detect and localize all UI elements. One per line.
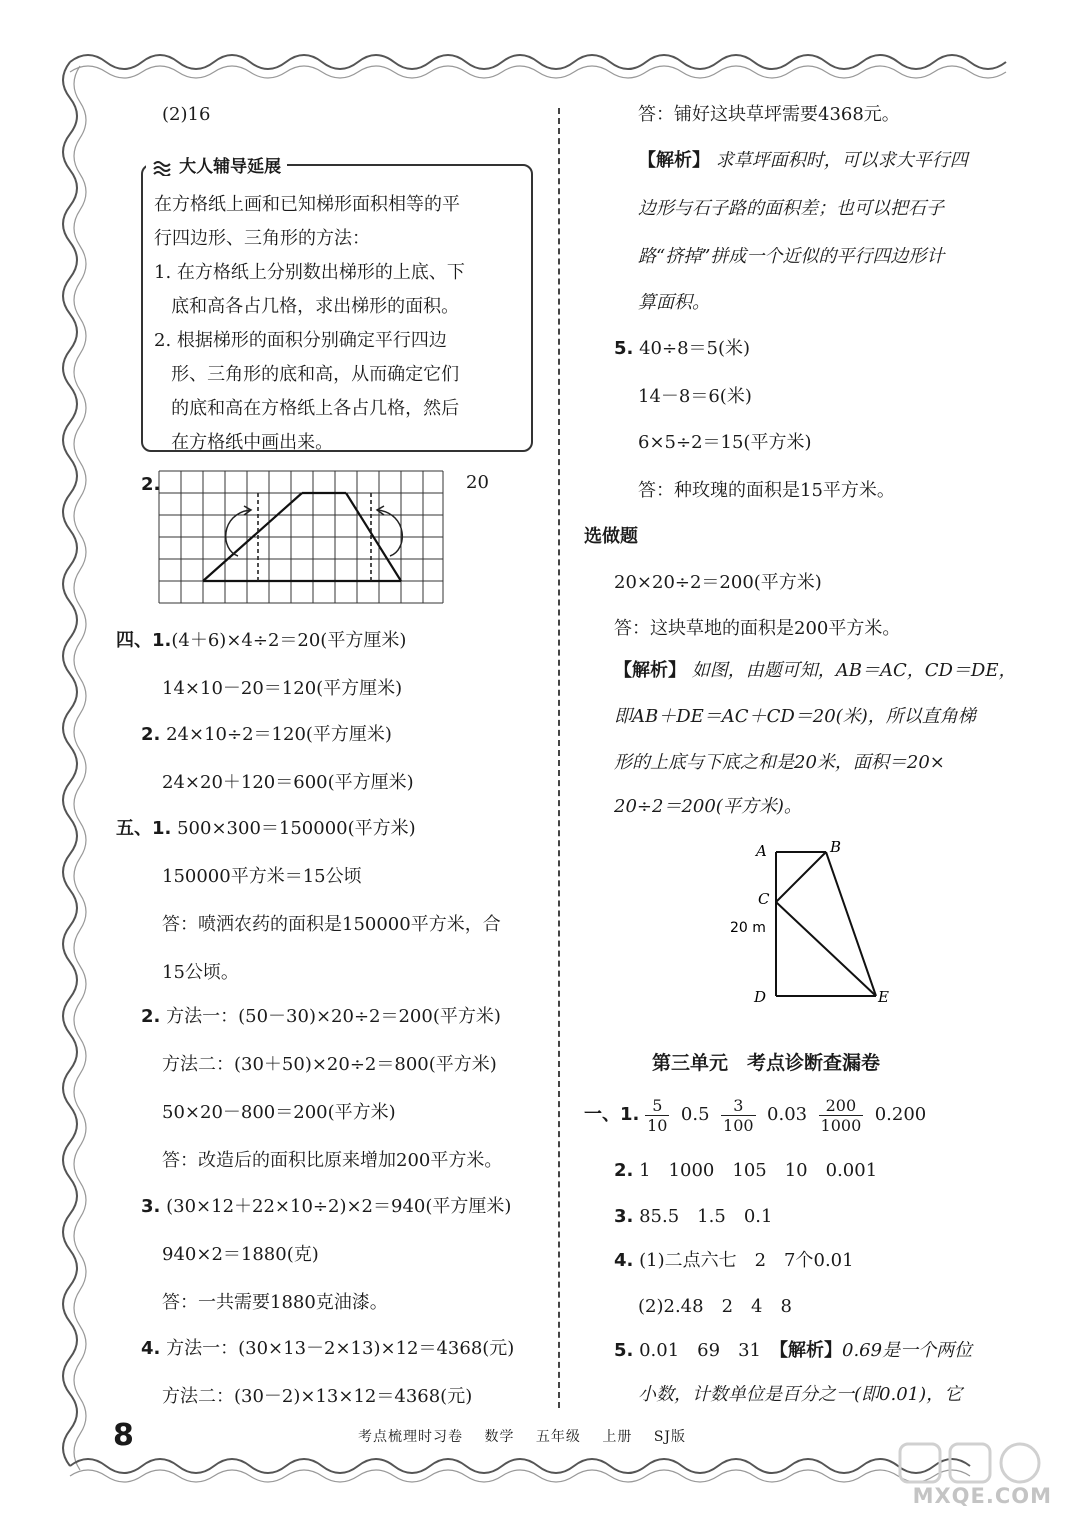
edition: SJ版: [653, 1429, 687, 1445]
label: 2.: [614, 1160, 634, 1181]
numerator: 200: [819, 1096, 864, 1116]
equation: 方法一：(30×13－2×13)×12＝4368(元): [166, 1338, 515, 1359]
optional-heading: 选做题: [584, 526, 638, 547]
unit3-q4: [614, 1250, 854, 1272]
equation: 500×300＝150000(平方米): [177, 818, 416, 839]
label: 3.: [614, 1206, 634, 1227]
analysis-text: 20÷2＝200(平方米)。: [614, 796, 802, 817]
label: 5.: [614, 338, 634, 359]
equation: 方法一：(50－30)×20÷2＝200(平方米): [166, 1006, 501, 1027]
denominator: 100: [723, 1115, 754, 1135]
analysis: [638, 150, 968, 172]
answers: (1)二点六七 2 7个0.01: [639, 1250, 854, 1271]
answers: 85.5 1.5 0.1: [639, 1206, 773, 1227]
section-4-q1: [116, 630, 406, 652]
section-5-q1: [116, 818, 416, 840]
equation: 24×10÷2＝120(平方厘米): [166, 724, 392, 745]
footer-info: [358, 1426, 702, 1446]
section-5-q4: [141, 1338, 514, 1360]
equation: (30×12＋22×10÷2)×2＝940(平方厘米): [166, 1196, 512, 1217]
point-B-label: B: [830, 838, 842, 856]
box-line: 形、三角形的底和高，从而确定它们: [154, 364, 460, 385]
section-5-q3: [141, 1196, 511, 1218]
value: 0.200: [874, 1104, 927, 1125]
book-title: 考点梳理时习卷: [358, 1429, 463, 1445]
analysis-tag: 【解析】: [779, 1340, 842, 1361]
point-A-label: A: [756, 842, 767, 860]
trapezoid-figure: [724, 836, 894, 1010]
answer-text: 答：喷洒农药的面积是150000平方米，合: [162, 914, 501, 935]
analysis-text: 形的上底与下底之和是20米，面积＝20×: [614, 752, 945, 773]
answer-text: 15公顷。: [162, 962, 239, 983]
point-D-label: D: [754, 988, 767, 1006]
unit3-q5: [614, 1340, 972, 1362]
box-title: 大人辅导延展: [179, 157, 282, 177]
grid-figure: [158, 470, 444, 604]
label: 5.: [614, 1340, 634, 1361]
label: 3.: [141, 1196, 161, 1217]
box-line: 的底和高在方格纸上各占几格，然后: [154, 398, 460, 419]
equation: (4＋6)×4÷2＝20(平方厘米): [171, 630, 407, 651]
box-line: 底和高各占几格，求出梯形的面积。: [154, 296, 460, 317]
equation: 方法二：(30－2)×13×12＝4368(元): [162, 1386, 473, 1407]
analysis-text: 如图，由题可知，AB＝AC，CD＝DE，: [691, 660, 1017, 681]
answer-text: 答：铺好这块草坪需要4368元。: [638, 104, 900, 125]
volume: 上册: [602, 1429, 633, 1445]
equation: 940×2＝1880(克): [162, 1244, 319, 1265]
column-divider: [558, 108, 560, 1408]
equation: 24×20＋120＝600(平方厘米): [162, 772, 414, 793]
equation: 6×5÷2＝15(平方米): [638, 432, 812, 453]
answer-text: 答：一共需要1880克油漆。: [162, 1292, 388, 1313]
point-C-label: C: [758, 890, 770, 908]
equation: 14－8＝6(米): [638, 386, 752, 407]
unit3-q2: [614, 1160, 877, 1182]
page-number: 8: [113, 1418, 134, 1453]
fraction: [819, 1096, 864, 1135]
label: 4.: [614, 1250, 634, 1271]
answers: (2)2.48 2 4 8: [638, 1296, 792, 1317]
analysis-text: 求草坪面积时，可以求大平行四: [715, 150, 968, 171]
numerator: 3: [721, 1096, 756, 1116]
right-q5: [614, 338, 750, 360]
answer-text: 答：改造后的面积比原来增加200平方米。: [162, 1150, 503, 1171]
value: 0.03: [767, 1104, 808, 1125]
subject: 数学: [484, 1429, 515, 1445]
analysis: [614, 660, 1017, 682]
box-line: 在方格纸上画和已知梯形面积相等的平: [154, 194, 460, 215]
wave-icon: [152, 160, 174, 176]
equation: 40÷8＝5(米): [639, 338, 751, 359]
q2-answer: 20: [466, 472, 489, 493]
analysis-text: 算面积。: [638, 292, 710, 313]
analysis-text: 小数，计数单位是百分之一(即0.01)，它: [638, 1384, 963, 1405]
label: 四、1.: [116, 630, 172, 651]
value: 0.5: [680, 1104, 710, 1125]
answers: 0.01 69 31: [639, 1340, 779, 1361]
equation: 14×10－20＝120(平方厘米): [162, 678, 403, 699]
grade: 五年级: [535, 1429, 581, 1445]
label: 五、1.: [116, 818, 172, 839]
label: 4.: [141, 1338, 161, 1359]
answer-text: 答：这块草地的面积是200平方米。: [614, 618, 901, 639]
section-5-q2: [141, 1006, 501, 1028]
unit3-q1: [584, 1094, 926, 1136]
equation: 方法二：(30＋50)×20÷2＝800(平方米): [162, 1054, 497, 1075]
label: 2.: [141, 1006, 161, 1027]
analysis-tag: 【解析】: [614, 660, 686, 681]
equation: 20×20÷2＝200(平方米): [614, 572, 822, 593]
answer-2-16: (2)16: [162, 104, 211, 125]
analysis-text: 边形与石子路的面积差；也可以把石子: [638, 198, 944, 219]
denominator: 1000: [820, 1115, 862, 1135]
label: 一、1.: [584, 1104, 640, 1125]
answers: 1 1000 105 10 0.001: [639, 1160, 878, 1181]
analysis-text: 0.69是一个两位: [842, 1340, 973, 1361]
analysis-tag: 【解析】: [638, 150, 710, 171]
fraction: [645, 1096, 669, 1135]
box-line: 2. 根据梯形的面积分别确定平行四边: [154, 330, 447, 351]
point-E-label: E: [878, 988, 889, 1006]
watermark-logo-icon: [896, 1440, 1046, 1486]
analysis-text: 路“挤掉”拼成一个近似的平行四边形计: [638, 246, 945, 267]
analysis-text: 即AB＋DE＝AC＋CD＝20(米)，所以直角梯: [614, 706, 976, 727]
box-line: 行四边形、三角形的方法：: [154, 228, 370, 249]
box-line: 1. 在方格纸上分别数出梯形的上底、下: [154, 262, 465, 283]
unit-title: 第三单元 考点诊断查漏卷: [652, 1052, 881, 1074]
equation: 150000平方米＝15公顷: [162, 866, 362, 887]
box-line: 在方格纸中画出来。: [154, 432, 334, 453]
watermark-text: MXQE.COM: [912, 1484, 1052, 1508]
equation: 50×20－800＝200(平方米): [162, 1102, 396, 1123]
denominator: 10: [647, 1115, 668, 1135]
label: 2.: [141, 724, 161, 745]
section-4-q2: [141, 724, 392, 746]
unit3-q3: [614, 1206, 772, 1228]
numerator: 5: [645, 1096, 669, 1116]
fraction: [721, 1096, 756, 1135]
tutor-extension-header: [146, 154, 287, 180]
answer-text: 答：种玫瑰的面积是15平方米。: [638, 480, 895, 501]
length-label: 20 m: [730, 920, 766, 936]
question-number: 2.: [141, 474, 161, 495]
